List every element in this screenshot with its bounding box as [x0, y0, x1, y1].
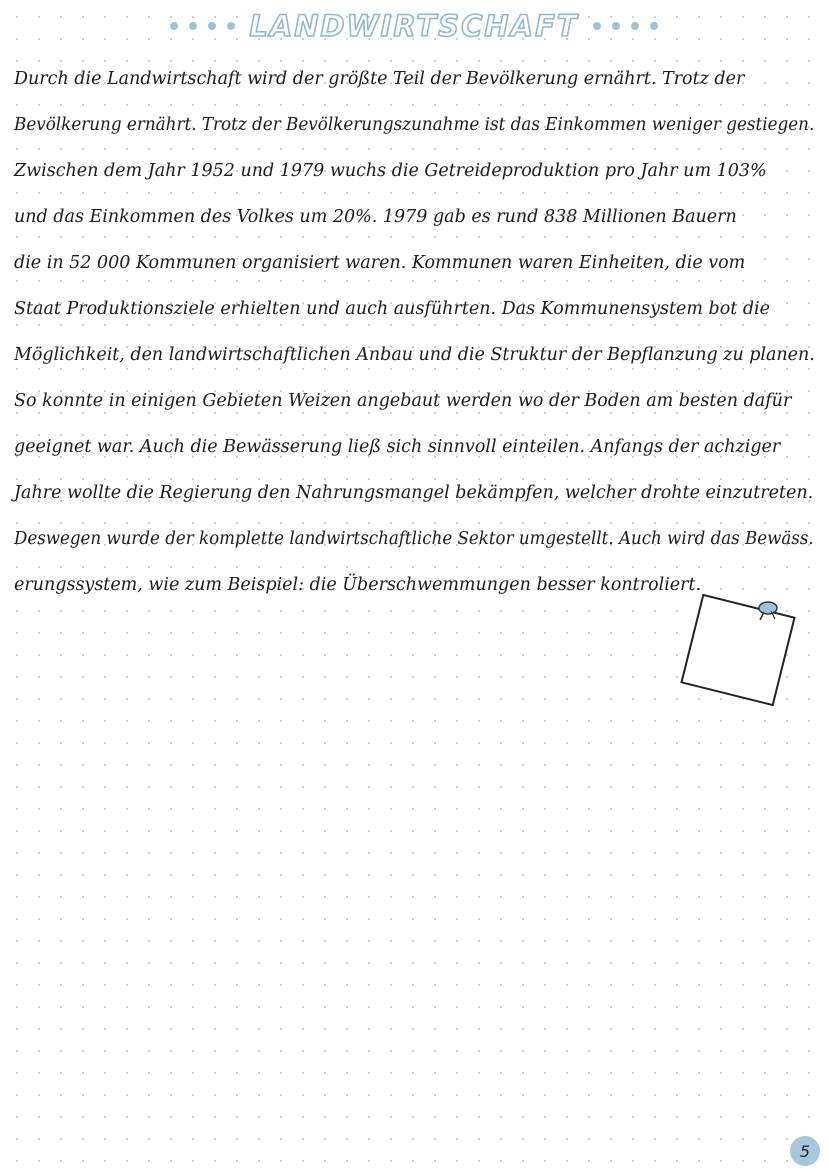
decorative-dot-icon	[612, 22, 620, 30]
page-number-badge: 5	[790, 1136, 820, 1166]
text-line: Staat Produktionsziele erhielten und auch ausführten. Das Kommunensystem bot die	[14, 299, 770, 319]
decorative-dot-icon	[593, 22, 601, 30]
decorative-dot-icon	[631, 22, 639, 30]
handwritten-text-body	[14, 56, 820, 608]
text-line: Bevölkerung ernährt. Trotz der Bevölkerungszunahme ist das Einkommen weniger gestiegen.	[14, 115, 815, 135]
pushpin-icon	[754, 600, 782, 622]
text-line: geeignet war. Auch die Bewässerung ließ sich sinnvoll einteilen. Anfangs der achziger	[14, 437, 781, 457]
text-line: So konnte in einigen Gebieten Weizen angebaut werden wo der Boden am besten dafür	[14, 391, 792, 411]
title-dots-right	[593, 22, 658, 30]
text-line: Zwischen dem Jahr 1952 und 1979 wuchs die Getreideproduktion pro Jahr um 103%	[14, 161, 767, 181]
decorative-dot-icon	[189, 22, 197, 30]
text-line: und das Einkommen des Volkes um 20%. 1979 gab es rund 838 Millionen Bauern	[14, 207, 737, 227]
page-title: LANDWIRTSCHAFT	[249, 9, 579, 43]
text-line: Möglichkeit, den landwirtschaftlichen Anbau und die Struktur der Bepflanzung zu planen.	[14, 345, 815, 365]
text-line: die in 52 000 Kommunen organisiert waren. Kommunen waren Einheiten, die vom	[14, 253, 746, 273]
page-header	[0, 4, 828, 48]
decorative-dot-icon	[170, 22, 178, 30]
decorative-dot-icon	[650, 22, 658, 30]
text-line: Durch die Landwirtschaft wird der größte Teil der Bevölkerung ernährt. Trotz der	[14, 69, 745, 89]
text-line: Deswegen wurde der komplette landwirtschaftliche Sektor umgestellt. Auch wird das Bewäss.	[14, 529, 814, 549]
decorative-dot-icon	[227, 22, 235, 30]
text-line: Jahre wollte die Regierung den Nahrungsmangel bekämpfen, welcher drohte einzutreten.	[14, 483, 814, 503]
decorative-dot-icon	[208, 22, 216, 30]
text-line: erungssystem, wie zum Beispiel: die Überschwemmungen besser kontroliert.	[14, 575, 702, 595]
title-dots-left	[170, 22, 235, 30]
